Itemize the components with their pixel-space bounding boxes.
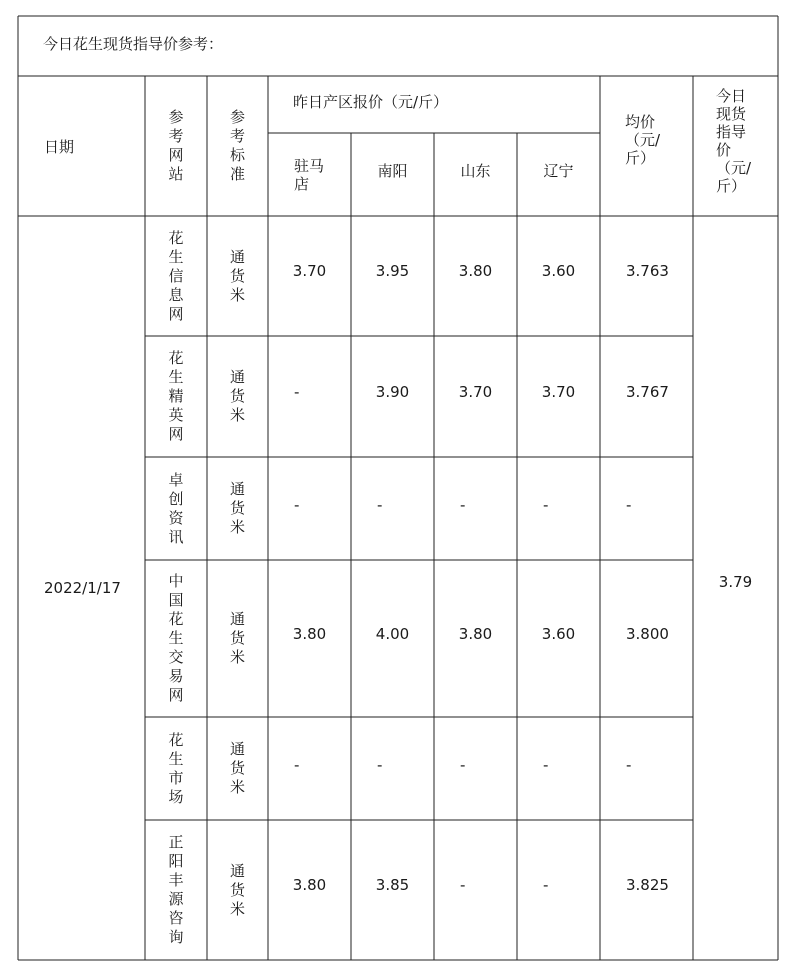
price-cell [294,717,351,813]
price-value: 3.60 [541,262,576,280]
site-name: 正阳丰源咨询 [168,833,184,946]
price-value: - [377,495,383,514]
price-value: 3.70 [458,382,493,401]
price-cell [351,560,434,707]
site-cell [145,717,207,820]
date-value: 2022/1/17 [44,579,121,597]
header-today [716,86,760,196]
price-cell [377,717,434,813]
standard-name: 通货米 [229,247,245,304]
price-value: 4.00 [375,624,410,643]
site-name: 花生市场 [168,730,184,806]
avg-value: 3.767 [626,382,669,401]
price-cell [460,820,517,950]
price-value: 3.95 [375,262,410,280]
header-region-label: 南阳 [377,162,408,180]
price-value: 3.60 [541,624,576,643]
price-value: - [543,876,549,894]
price-cell [517,336,600,447]
standard-cell [207,820,268,960]
header-site-label: 参考网站 [168,108,184,183]
header-region-label: 辽宁 [543,162,574,180]
price-value: 3.90 [375,382,410,401]
price-value: 3.70 [292,262,327,280]
standard-name: 通货米 [229,610,245,666]
price-value: 3.80 [458,624,493,643]
header-region-zhumadian [294,133,334,216]
header-avg-label: 均价（元/斤） [625,113,661,167]
header-region-label: 驻马店 [294,156,325,193]
price-value: 3.80 [458,262,493,280]
site-cell [145,216,207,336]
header-region-group [293,76,593,126]
header-site [145,76,207,216]
header-region-nanyang [351,133,434,208]
price-cell [434,216,517,326]
price-cell [351,336,434,447]
site-cell [145,457,207,560]
avg-cell [626,216,693,326]
header-region-label: 山东 [460,162,491,180]
price-cell [434,560,517,707]
standard-cell [207,336,268,457]
price-cell [460,457,517,552]
price-value: 3.80 [292,876,327,894]
avg-value: - [626,495,632,514]
price-value: 3.85 [375,876,410,894]
price-cell [268,560,351,707]
avg-cell [626,820,693,950]
date-cell [44,216,144,960]
page-title-text: 今日花生现货指导价参考： [43,34,224,53]
today-price-value: 3.79 [718,573,753,591]
standard-cell [207,717,268,820]
price-value: - [460,876,466,894]
price-value: - [294,382,300,401]
avg-value: - [626,756,632,774]
site-name: 花生信息网 [168,228,184,323]
price-cell [543,457,600,552]
standard-name: 通货米 [229,861,245,918]
standard-name: 通货米 [229,480,245,536]
price-cell [460,717,517,813]
price-value: 3.70 [541,382,576,401]
header-date-label: 日期 [44,137,75,156]
avg-value: 3.825 [626,876,669,894]
header-region-shandong [434,133,517,208]
price-cell [434,336,517,447]
price-value: - [294,495,300,514]
header-region-liaoning [517,133,600,208]
header-date [44,76,144,216]
price-cell [543,717,600,813]
site-name: 卓创资讯 [168,470,184,546]
price-cell [294,457,351,552]
avg-cell [626,717,693,813]
price-cell [517,216,600,326]
avg-cell [626,457,693,552]
price-value: - [460,756,466,774]
price-cell [377,457,434,552]
avg-value: 3.800 [626,624,669,643]
site-cell [145,336,207,457]
price-value: - [543,756,549,774]
site-name: 中国花生交易网 [168,572,184,704]
header-avg [625,110,675,170]
site-cell [145,820,207,960]
site-name: 花生精英网 [168,349,184,443]
standard-cell [207,560,268,717]
price-cell [517,560,600,707]
header-region-group-label: 昨日产区报价（元/斤） [293,92,449,111]
avg-cell [626,336,693,447]
standard-cell [207,457,268,560]
price-cell [351,820,434,950]
avg-cell [626,560,693,707]
site-cell [145,560,207,717]
avg-value: 3.763 [626,262,669,280]
page-title [43,28,223,58]
price-value: - [294,756,300,774]
standard-name: 通货米 [229,368,245,424]
price-cell [543,820,600,950]
price-cell [294,336,351,447]
price-value: 3.80 [292,624,327,643]
price-value: - [543,495,549,514]
header-standard-label: 参考标准 [229,108,245,183]
price-value: - [460,495,466,514]
price-cell [351,216,434,326]
standard-name: 通货米 [229,740,245,796]
today-price-cell [693,216,778,948]
header-standard [207,76,268,216]
price-value: - [377,756,383,774]
standard-cell [207,216,268,336]
header-today-label: 今日现货指导价（元/斤） [716,87,752,195]
price-cell [268,820,351,950]
price-cell [268,216,351,326]
